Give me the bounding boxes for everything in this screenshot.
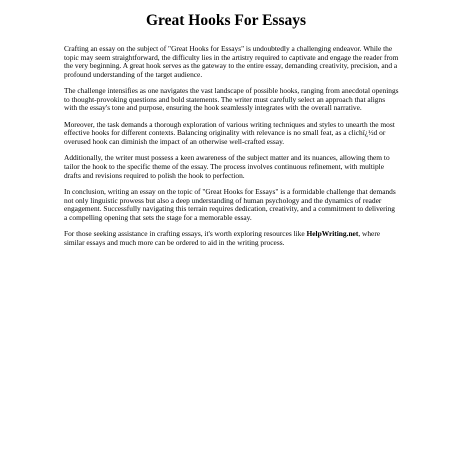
document-title: Great Hooks For Essays bbox=[145, 12, 307, 29]
paragraph-techniques: Moreover, the task demands a thorough exploration of various writing techniques and styles to unearth the most effective hooks for different contexts. Balancing originality with relevance is no small feat, as a clichï¿½d or overused hook can diminish the impact of an otherwise well-crafted essay. bbox=[64, 119, 395, 146]
paragraph-challenge: The challenge intensifies as one navigates the vast landscape of possible hooks, ranging from anecdotal openings to thought-provoking questions and bold statements. The writer must carefully select an approach that aligns with the essay's tone and purpose, ensuring the hook seamlessly integrates with the overall narrative. bbox=[64, 86, 399, 113]
paragraph-subject-awareness: Additionally, the writer must possess a keen awareness of the subject matter and its nuances, allowing them to tailor the hook to the specific theme of the essay. The process involves continuous refinement, with multiple drafts and revisions required to polish the hook to perfection. bbox=[64, 153, 390, 180]
resources-text-after: , where similar essays and much more can be ordered to aid in the writing process. bbox=[64, 229, 381, 247]
document-body bbox=[64, 45, 400, 255]
resources-text-before: For those seeking assistance in crafting essays, it's worth exploring resources like bbox=[64, 229, 307, 239]
paragraph-intro: Crafting an essay on the subject of "Great Hooks for Essays" is undoubtedly a challenging endeavor. While the topic may seem straightforward, the difficulty lies in the artistry required to captivate and engage the reader from the very beginning. A great hook serves as the gateway to the entire essay, demanding creativity, precision, and a profound understanding of the target audience. bbox=[64, 44, 399, 79]
helpwriting-link[interactable]: HelpWriting.net bbox=[306, 229, 359, 239]
paragraph-resources bbox=[64, 230, 400, 247]
paragraph-conclusion: In conclusion, writing an essay on the topic of "Great Hooks for Essays" is a formidable challenge that demands not only linguistic prowess but also a deep understanding of human psychology and the dynamics of reader engagement. Successfully navigating this terrain requires dedication, creativity, and a commitment to delivering a compelling opening that sets the stage for a memorable essay. bbox=[64, 187, 396, 222]
